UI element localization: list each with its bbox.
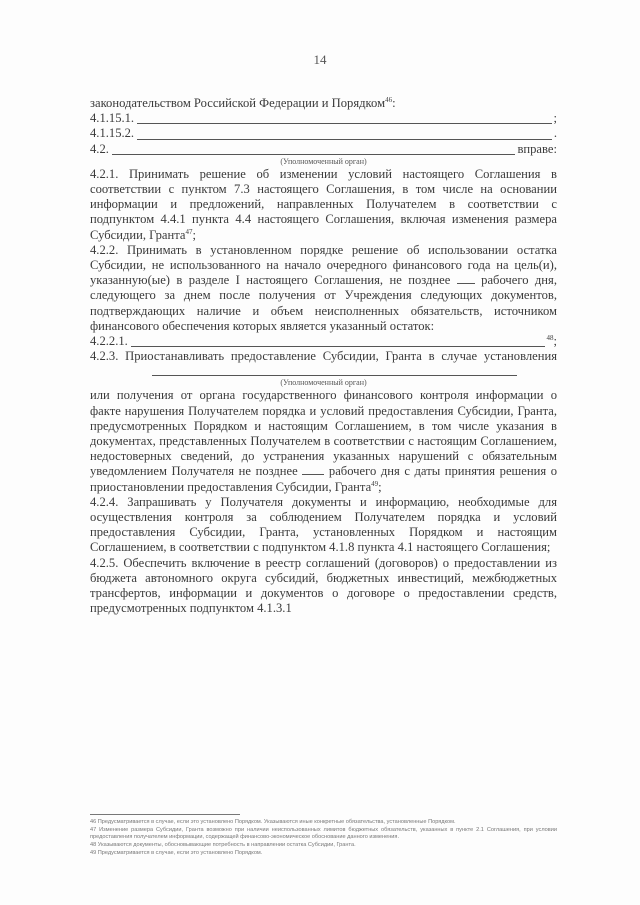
item-4-1-15-1-line <box>90 111 557 126</box>
item-4-1-15-2-line <box>90 126 557 141</box>
footnote-49: 49 Предусматривается в случае, если это установлено Порядком. <box>90 850 263 856</box>
blank-field <box>137 112 551 124</box>
page-number: 14 <box>313 52 327 67</box>
footnote-ref-46: 46 <box>385 95 393 104</box>
paragraph-text: 4.2.1. Принимать решение об изменении условий настоящего Соглашения в соответствии с пунктом 7.3 настоящего Соглашения, в том числе на основании информации и предложений, направленных Получателем в соответствии с подпунктом 4.4.1 пункта 4.4 настоящего Соглашения, включая изменения размера Субсидии, Гранта <box>90 166 557 242</box>
paragraph-4-2-3-blank-line <box>90 364 557 378</box>
paragraph-4-2-2 <box>90 243 557 334</box>
intro-text: законодательством Российской Федерации и Порядком <box>90 96 386 110</box>
footnote-46: 46 Предусматривается в случае, если это установлено Порядком. Указываются иные конкретные обязательства, установленные Порядком. <box>90 819 456 825</box>
paragraph-text-cont: рабочего дня с даты принятия решения о приостановлении предоставления Субсидии, Гранта <box>90 464 558 494</box>
paragraph-text: или получения от органа государственного финансового контроля информации о факте нарушения Получателем порядка и условий предоставления Субсидии, Гранта, предусмотренных Порядком и настоящим Соглашением, в том числе указания в документах, представленных Получателем в соответствии с настоящим Соглашением, недостоверных сведений, до устранения указанных нарушений с обязательным уведомлением Получателя не позднее <box>90 388 557 479</box>
blank-field <box>137 128 552 140</box>
paragraph-4-2-4: 4.2.4. Запрашивать у Получателя документы и информацию, необходимые для осуществления контроля за соблюдением Получателем порядка и условий предоставления Субсидии, Гранта, установленных Порядком и настоящим Соглашением, в соответствии с подпунктом 4.1.8 пункта 4.1 настоящего Соглашения; <box>90 494 557 555</box>
footnote-48: 48 Указываются документы, обосновывающие потребность в направлении остатка Субсидии, Гранта. <box>90 842 356 848</box>
item-number: 4.2.2.1. <box>90 334 128 349</box>
paragraph-4-2-3 <box>90 388 557 494</box>
paragraph-4-2-3-head <box>90 349 557 364</box>
field-caption: (Уполномоченный орган) <box>280 156 367 166</box>
intro-end: : <box>392 96 396 110</box>
paragraph-4-2-5: 4.2.5. Обеспечить включение в реестр соглашений (договоров) о предоставлении из бюджета автономного округа субсидий, бюджетных инвестиций, межбюджетных трансфертов, информации и документов о договоре о предоставлении средств, предусмотренных подпунктом 4.1.3.1 <box>90 555 557 616</box>
blank-field <box>152 364 517 376</box>
line-end-punct: . <box>553 126 557 141</box>
item-number: 4.1.15.1. <box>90 111 135 126</box>
blank-field <box>457 273 475 284</box>
footnote-ref-48: 48 <box>546 333 554 342</box>
paragraph-text: 4.2.2. Принимать в установленном порядке решение об использовании остатка Субсидии, не использованного на начало очередного финансового года на цель(и), указанную(ые) в разделе I настоящего Соглашения, не позднее <box>90 242 557 288</box>
paragraph-4-2-3-first-line <box>90 349 557 364</box>
document-body <box>90 96 557 617</box>
item-number: 4.1.15.2. <box>90 126 135 141</box>
line-end <box>547 334 558 349</box>
line-end-punct: ; <box>553 111 557 126</box>
footnote-ref-49: 49 <box>371 479 379 488</box>
paragraph-end: ; <box>192 227 196 242</box>
blank-field <box>112 143 516 155</box>
item-4-2-2-1-line <box>90 334 557 349</box>
blank-field <box>302 464 324 475</box>
paragraph-text: 4.2.3. Приостанавливать предоставление Субсидии, Гранта в случае установления <box>90 349 557 364</box>
line-end-punct: ; <box>553 334 557 349</box>
paragraph-end: ; <box>378 479 382 494</box>
paragraph-4-2-1 <box>90 167 557 243</box>
footnote-ref-47: 47 <box>185 227 193 236</box>
blank-field <box>131 335 545 347</box>
field-caption: (Уполномоченный орган) <box>280 378 367 388</box>
item-number: 4.2. <box>90 141 109 156</box>
line-end-text: вправе: <box>517 141 557 156</box>
footnote-divider <box>90 814 240 815</box>
paragraph-text-cont: рабочего дня, следующего за днем после получения от Учреждения следующих документов, подтверждающих наличие и объем неисполненных обязательств, источником финансового обеспечения которых является указанный остаток: <box>90 273 557 333</box>
intro-line <box>90 96 557 111</box>
item-4-2-line <box>90 142 557 157</box>
footnotes <box>90 814 557 858</box>
footnote-47: 47 Изменение размера Субсидии, Гранта возможно при наличии неиспользованных лимитов бюджетных обязательств, указанных в пункте 2.1 Соглашения, при условии предоставления получателем информации, содержащей финансово-экономическое обоснование данного изменения. <box>90 827 557 840</box>
